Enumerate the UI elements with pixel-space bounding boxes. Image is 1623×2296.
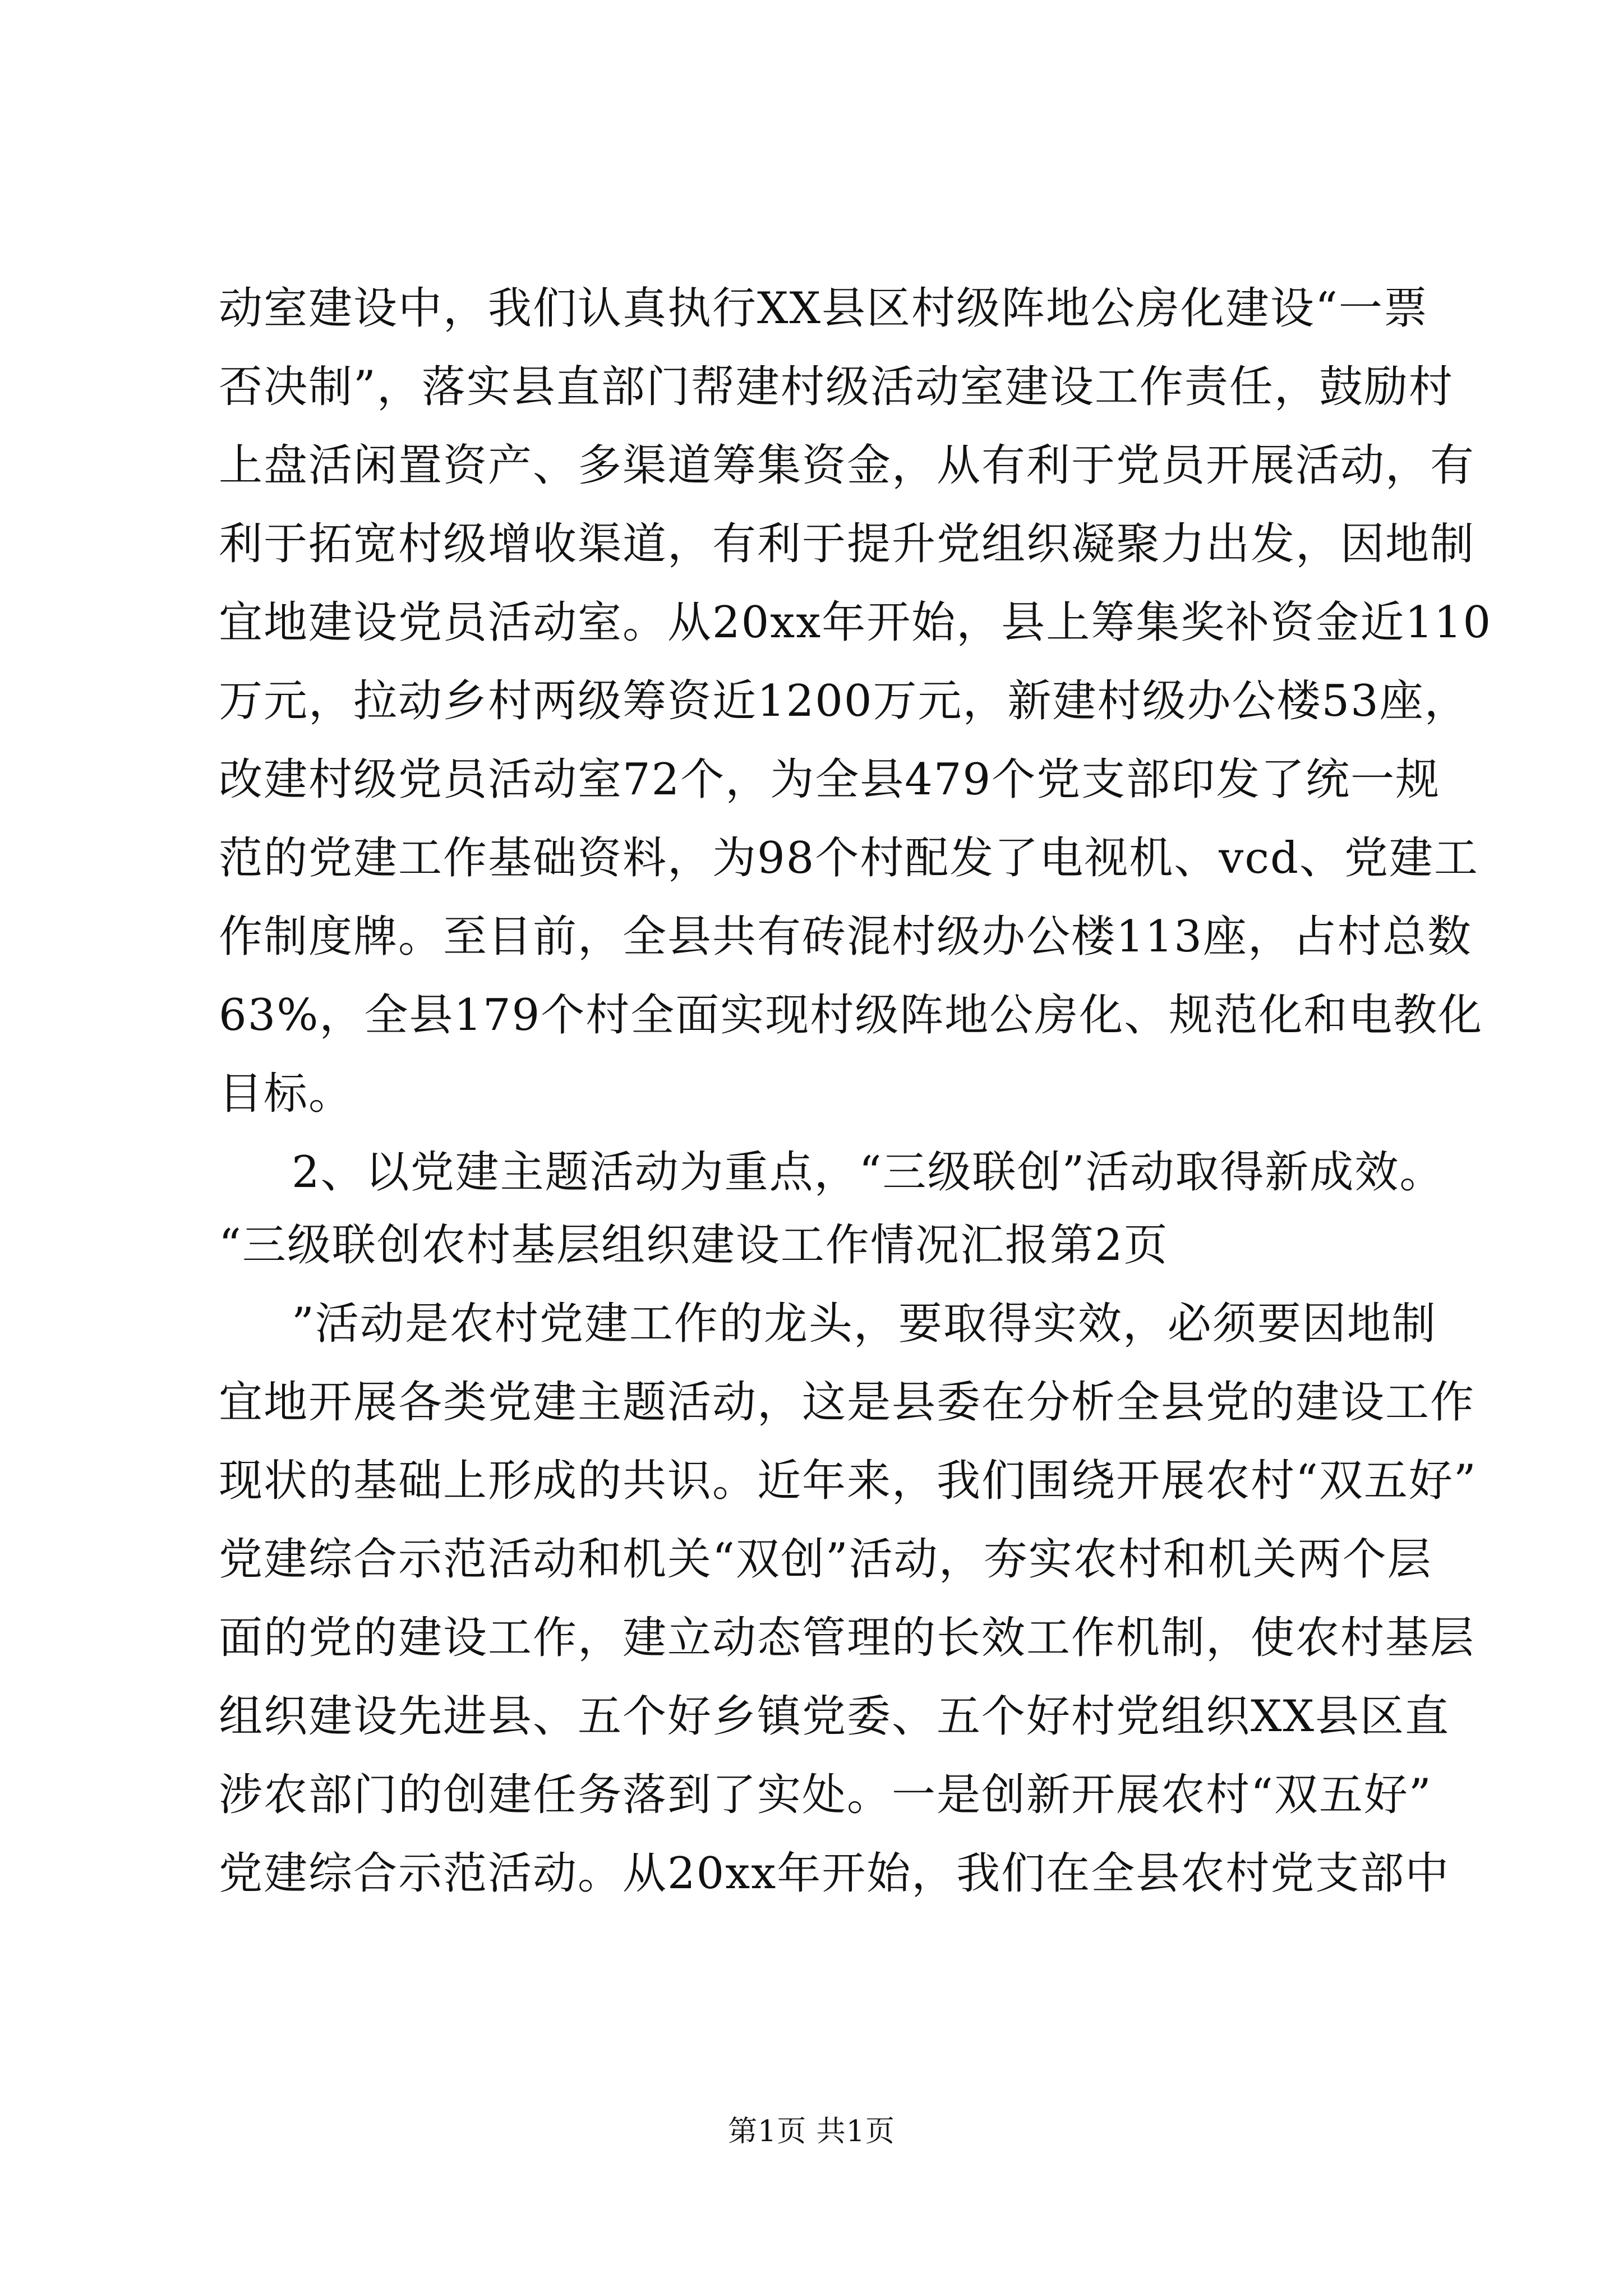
body-text-line: 改建村级党员活动室72个，为全县479个党支部印发了统一规 <box>219 754 1441 805</box>
body-text-line: 现状的基础上形成的共识。近年来，我们围绕开展农村“双五好” <box>219 1456 1477 1506</box>
body-text-line: 组织建设先进县、五个好乡镇党委、五个好村党组织XX县区直 <box>219 1691 1450 1742</box>
body-text-line: 面的党的建设工作，建立动态管理的长效工作机制，使农村基层 <box>219 1613 1476 1663</box>
section-heading-line: 2、以党建主题活动为重点，“三级联创”活动取得新成效。 <box>292 1147 1445 1198</box>
body-text-line: 涉农部门的创建任务落到了实处。一是创新开展农村“双五好” <box>219 1770 1432 1820</box>
page-number-footer: 第1页 共1页 <box>728 2115 895 2148</box>
body-text-line: 利于拓宽村级增收渠道，有利于提升党组织凝聚力出发，因地制 <box>219 519 1476 569</box>
body-text-line: 万元，拉动乡村两级筹资近1200万元，新建村级办公楼53座， <box>219 676 1469 726</box>
body-text-line: 上盘活闲置资产、多渠道筹集资金，从有利于党员开展活动，有 <box>219 440 1476 491</box>
body-text-line: 宜地建设党员活动室。从20xx年开始，县上筹集奖补资金近110 <box>219 597 1492 648</box>
body-text-line: 动室建设中，我们认真执行XX县区村级阵地公房化建设“一票 <box>219 283 1428 334</box>
body-text-line: 目标。 <box>219 1069 354 1119</box>
body-text-line: 作制度牌。至目前，全县共有砖混村级办公楼113座，占村总数 <box>219 912 1472 962</box>
body-text-line: 63%，全县179个村全面实现村级阵地公房化、规范化和电教化 <box>219 990 1483 1041</box>
body-text-line: 否决制”，落实县直部门帮建村级活动室建设工作责任，鼓励村 <box>219 362 1454 412</box>
body-text-line: 党建综合示范活动。从20xx年开始，我们在全县农村党支部中 <box>219 1848 1450 1899</box>
body-text-line: 宜地开展各类党建主题活动，这是县委在分析全县党的建设工作 <box>219 1377 1476 1428</box>
body-text-line: 党建综合示范活动和机关“双创”活动，夯实农村和机关两个层 <box>219 1534 1432 1585</box>
body-text-line: “三级联创农村基层组织建设工作情况汇报第2页 <box>219 1220 1169 1271</box>
body-text-line: 范的党建工作基础资料，为98个村配发了电视机、vcd、党建工 <box>219 833 1479 884</box>
body-text-line: ”活动是农村党建工作的龙头，要取得实效，必须要因地制 <box>292 1299 1437 1349</box>
